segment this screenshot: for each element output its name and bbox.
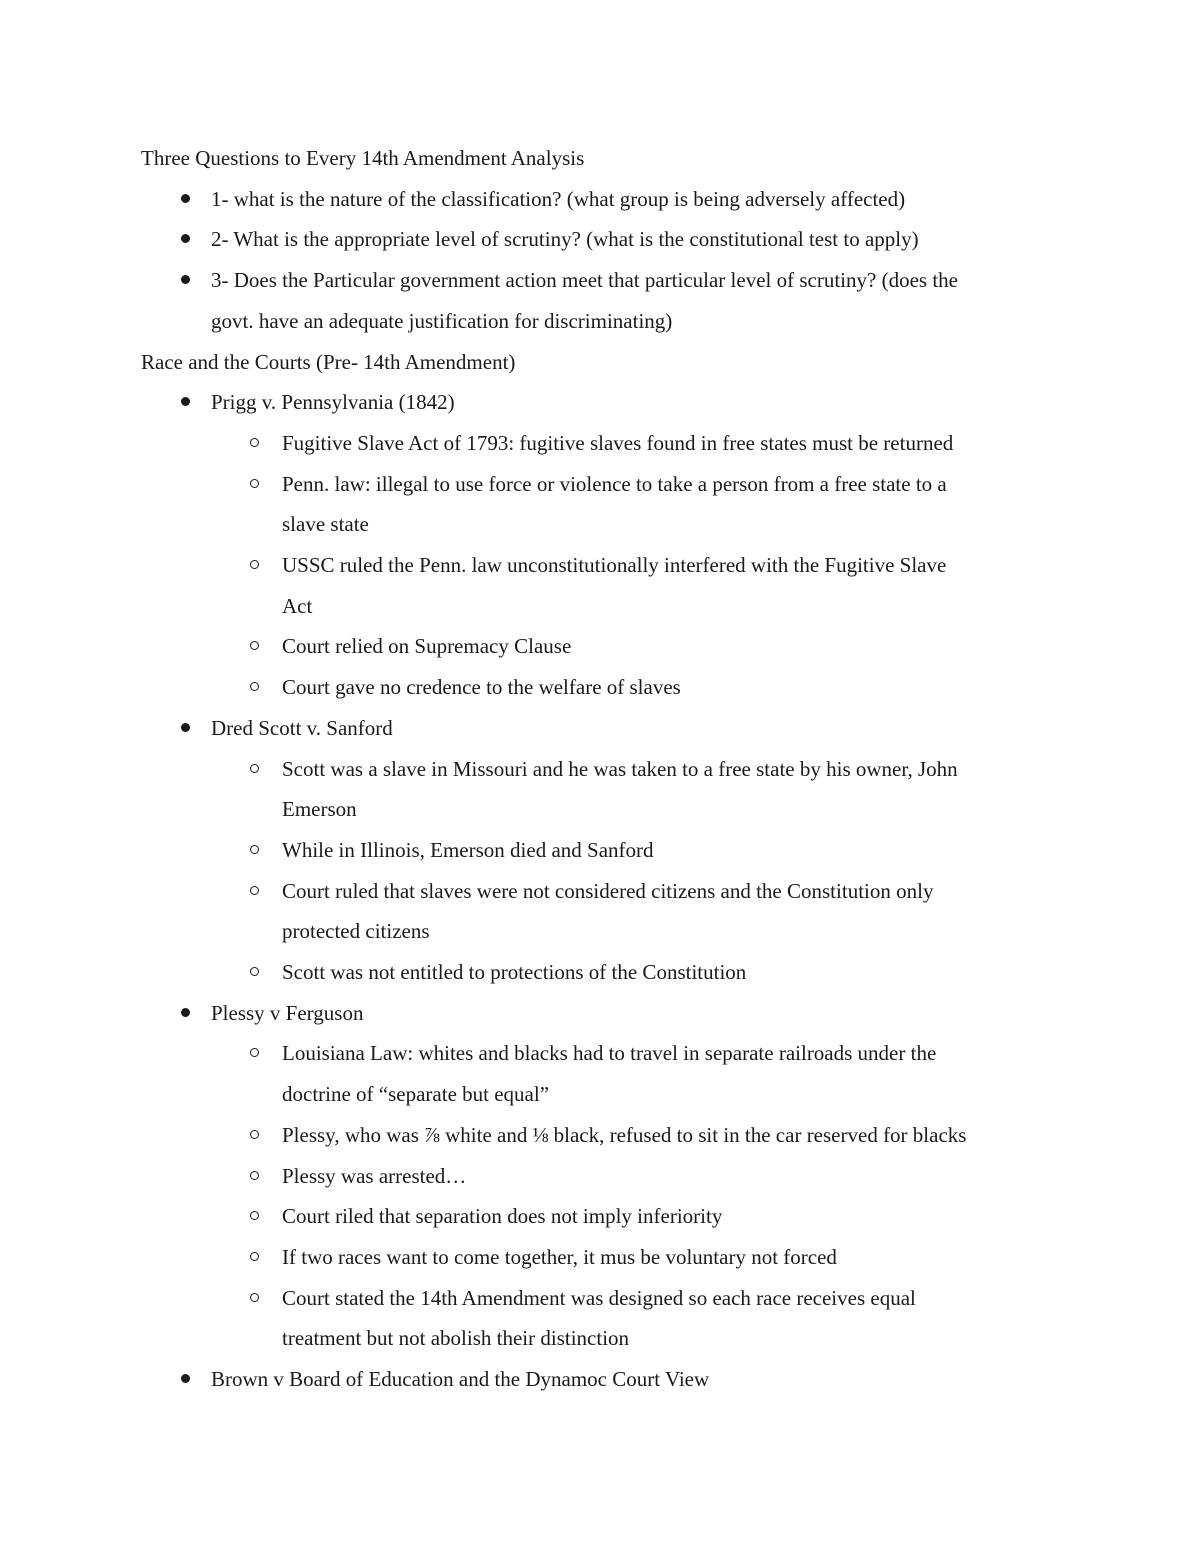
filled-bullet-icon [181,1008,190,1017]
hollow-bullet-icon [250,1171,259,1180]
list-item [141,626,1071,667]
list-item [141,464,1071,505]
list-item [141,1196,1071,1237]
filled-bullet-icon [181,194,190,203]
list-item [141,993,1071,1034]
list-item [141,382,1071,423]
case-point: While in Illinois, Emerson died and Sanford [282,837,654,862]
list-item [141,219,1071,260]
case-point: Louisiana Law: whites and blacks had to travel in separate railroads under the [282,1041,937,1066]
list-item [141,1278,1071,1319]
list-item [141,830,1071,871]
hollow-bullet-icon [250,967,259,976]
list-item [141,1033,1071,1074]
list-item [141,1156,1071,1197]
hollow-bullet-icon [250,845,259,854]
case-point: USSC ruled the Penn. law unconstitutionally interfered with the Fugitive Slave [282,553,947,578]
doc-title: Three Questions to Every 14th Amendment Analysis [141,146,585,170]
question-3: 3- Does the Particular government action meet that particular level of scrutiny? (does the [211,268,958,293]
filled-bullet-icon [181,275,190,284]
case-point: Court gave no credence to the welfare of slaves [282,675,681,700]
hollow-bullet-icon [250,641,259,650]
case-point-continued: doctrine of “separate but equal” [282,1082,550,1107]
list-item [141,1359,1071,1400]
hollow-bullet-icon [250,1130,259,1139]
case-name-brown: Brown v Board of Education and the Dynamoc Court View [211,1367,710,1392]
case-point: Plessy, who was ⅞ white and ⅛ black, refused to sit in the car reserved for blacks [282,1122,967,1147]
case-name-plessy: Plessy v Ferguson [211,1000,364,1025]
list-item [141,260,1071,301]
hollow-bullet-icon [250,1048,259,1057]
case-point-continued: treatment but not abolish their distinction [282,1326,630,1351]
hollow-bullet-icon [250,1293,259,1302]
case-point: Scott was a slave in Missouri and he was taken to a free state by his owner, John [282,756,958,781]
document-page [141,138,1071,1400]
hollow-bullet-icon [250,886,259,895]
list-item [141,1237,1071,1278]
question-3-continued: govt. have an adequate justification for discriminating) [211,308,673,333]
question-2: 2- What is the appropriate level of scrutiny? (what is the constitutional test to apply) [211,227,919,252]
case-point: Court stated the 14th Amendment was designed so each race receives equal [282,1285,916,1310]
hollow-bullet-icon [250,438,259,447]
case-point: Penn. law: illegal to use force or violence to take a person from a free state to a [282,471,947,496]
list-item [141,1115,1071,1156]
hollow-bullet-icon [250,682,259,691]
case-point-continued: slave state [282,512,369,537]
hollow-bullet-icon [250,560,259,569]
hollow-bullet-icon [250,479,259,488]
case-point: Court riled that separation does not imply inferiority [282,1204,723,1229]
list-item [141,179,1071,220]
list-item [141,749,1071,790]
list-item [141,545,1071,586]
case-point-continued: Act [282,593,313,618]
hollow-bullet-icon [250,1252,259,1261]
case-point: Scott was not entitled to protections of the Constitution [282,960,747,985]
hollow-bullet-icon [250,1211,259,1220]
list-item [141,871,1071,912]
filled-bullet-icon [181,1374,190,1383]
case-point: Fugitive Slave Act of 1793: fugitive slaves found in free states must be returned [282,430,954,455]
section-title: Race and the Courts (Pre- 14th Amendment) [141,349,516,374]
filled-bullet-icon [181,397,190,406]
list-item [141,667,1071,708]
hollow-bullet-icon [250,764,259,773]
list-item [141,423,1071,464]
case-name-dred-scott: Dred Scott v. Sanford [211,715,393,740]
list-item [141,952,1071,993]
list-item [141,708,1071,749]
case-point-continued: protected citizens [282,919,430,944]
filled-bullet-icon [181,723,190,732]
case-point: Court relied on Supremacy Clause [282,634,572,659]
filled-bullet-icon [181,234,190,243]
case-point: Plessy was arrested… [282,1163,467,1188]
question-1: 1- what is the nature of the classification? (what group is being adversely affected) [211,186,906,211]
case-point-continued: Emerson [282,797,357,822]
case-point: If two races want to come together, it mus be voluntary not forced [282,1244,837,1269]
case-name-prigg: Prigg v. Pennsylvania (1842) [211,390,455,415]
case-point: Court ruled that slaves were not considered citizens and the Constitution only [282,878,934,903]
